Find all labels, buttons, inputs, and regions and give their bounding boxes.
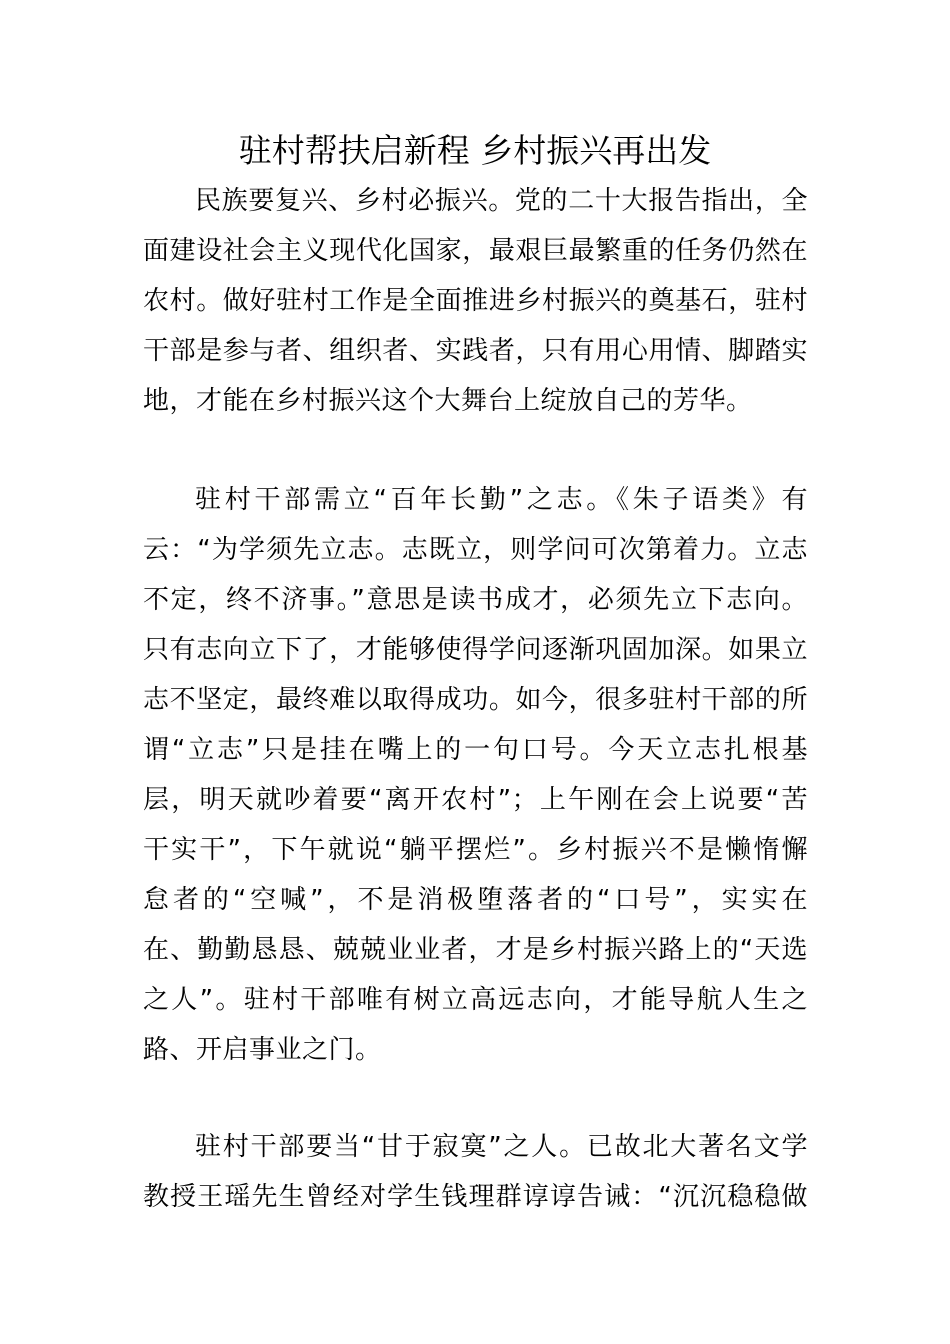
paragraph-line: 干部是参与者、组织者、实践者，只有用心用情、脚踏实 — [143, 336, 808, 366]
paragraph-line: 民族要复兴、乡村必振兴。党的二十大报告指出，全 — [195, 186, 808, 216]
paragraph-line: 地，才能在乡村振兴这个大舞台上绽放自己的芳华。 — [143, 386, 753, 416]
paragraph-line: 路、开启事业之门。 — [143, 1035, 382, 1065]
paragraph-line: 云：“为学须先立志。志既立，则学问可次第着力。立志 — [143, 535, 808, 565]
paragraph-line: 在、勤勤恳恳、兢兢业业者，才是乡村振兴路上的“天选 — [143, 935, 808, 965]
paragraph-intro — [143, 176, 808, 426]
paragraph-line: 驻村干部需立“百年长勤”之志。《朱子语类》有 — [195, 485, 808, 515]
paragraph-line: 不定，终不济事。”意思是读书成才，必须先立下志向。 — [143, 585, 808, 615]
document-title: 驻村帮扶启新程 乡村振兴再出发 — [238, 131, 712, 170]
paragraph-line: 驻村干部要当“甘于寂寞”之人。已故北大著名文学 — [195, 1132, 808, 1162]
paragraph-line: 层，明天就吵着要“离开农村”；上午刚在会上说要“苦 — [143, 785, 808, 815]
paragraph-line: 只有志向立下了，才能够使得学问逐渐巩固加深。如果立 — [143, 635, 808, 665]
paragraph-line: 之人”。驻村干部唯有树立高远志向，才能导航人生之 — [143, 985, 808, 1015]
paragraph-line: 农村。做好驻村工作是全面推进乡村振兴的奠基石，驻村 — [143, 286, 808, 316]
paragraph-solitude — [143, 1122, 808, 1222]
paragraph-ambition — [143, 475, 808, 1075]
paragraph-line: 志不坚定，最终难以取得成功。如今，很多驻村干部的所 — [143, 685, 808, 715]
paragraph-line: 谓“立志”只是挂在嘴上的一句口号。今天立志扎根基 — [143, 735, 808, 765]
paragraph-line: 怠者的“空喊”，不是消极堕落者的“口号”，实实在 — [143, 885, 808, 915]
paragraph-line: 教授王瑶先生曾经对学生钱理群谆谆告诫：“沉沉稳稳做 — [143, 1182, 808, 1212]
paragraph-line: 干实干”，下午就说“躺平摆烂”。乡村振兴不是懒惰懈 — [143, 835, 808, 865]
paragraph-line: 面建设社会主义现代化国家，最艰巨最繁重的任务仍然在 — [143, 236, 808, 266]
